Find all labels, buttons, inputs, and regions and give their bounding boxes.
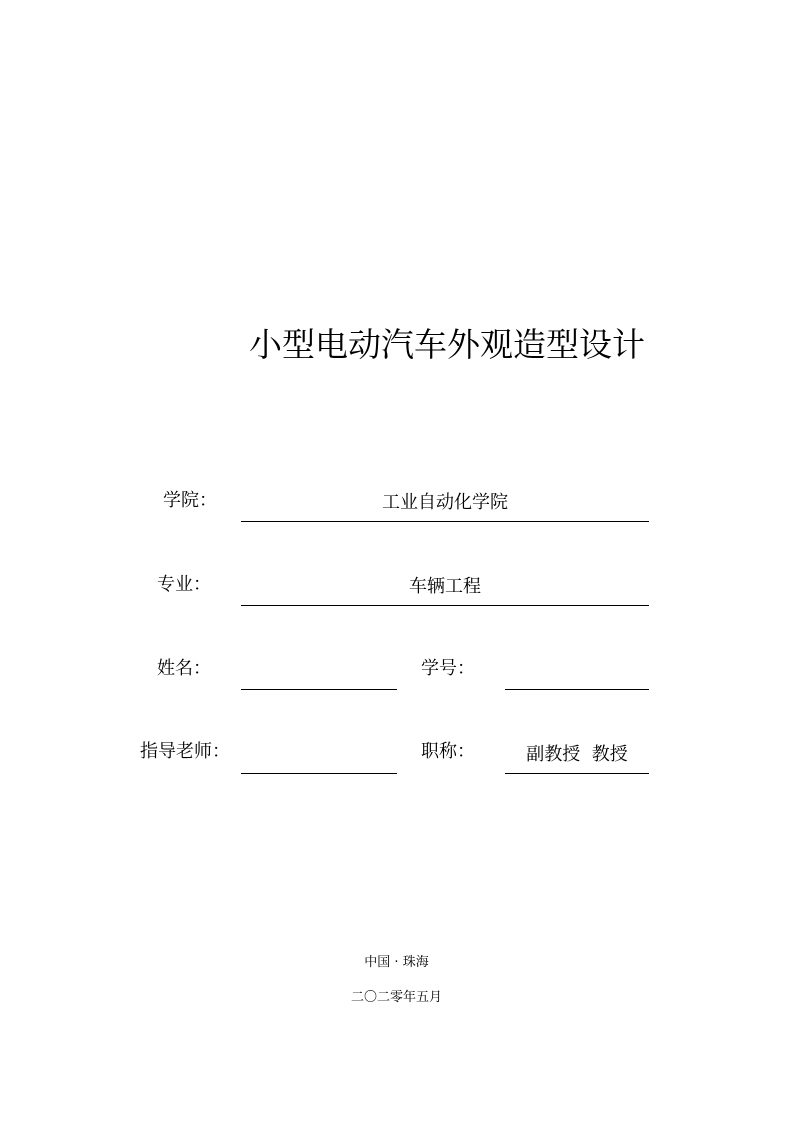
advisor-label: 指导老师：: [140, 741, 230, 762]
student-id-field: [505, 659, 649, 690]
footer-location: 中国 · 珠海: [364, 955, 429, 970]
college-value: 工业自动化学院: [382, 492, 508, 513]
footer-date: 二〇二零年五月: [350, 990, 442, 1005]
professional-title-value: 副教授 教授: [526, 744, 628, 765]
major-value: 车辆工程: [409, 576, 481, 597]
advisor-field: [241, 743, 397, 774]
name-field: [241, 659, 397, 690]
professional-title-field: [505, 743, 649, 774]
thesis-title: 小型电动汽车外观造型设计: [249, 325, 645, 364]
major-label: 专业：: [157, 574, 211, 595]
name-label: 姓名：: [157, 658, 211, 679]
professional-title-label: 职称：: [421, 741, 475, 762]
major-field: [241, 575, 649, 606]
college-field: [241, 491, 649, 522]
college-label: 学院：: [163, 490, 217, 511]
student-id-label: 学号：: [421, 658, 475, 679]
